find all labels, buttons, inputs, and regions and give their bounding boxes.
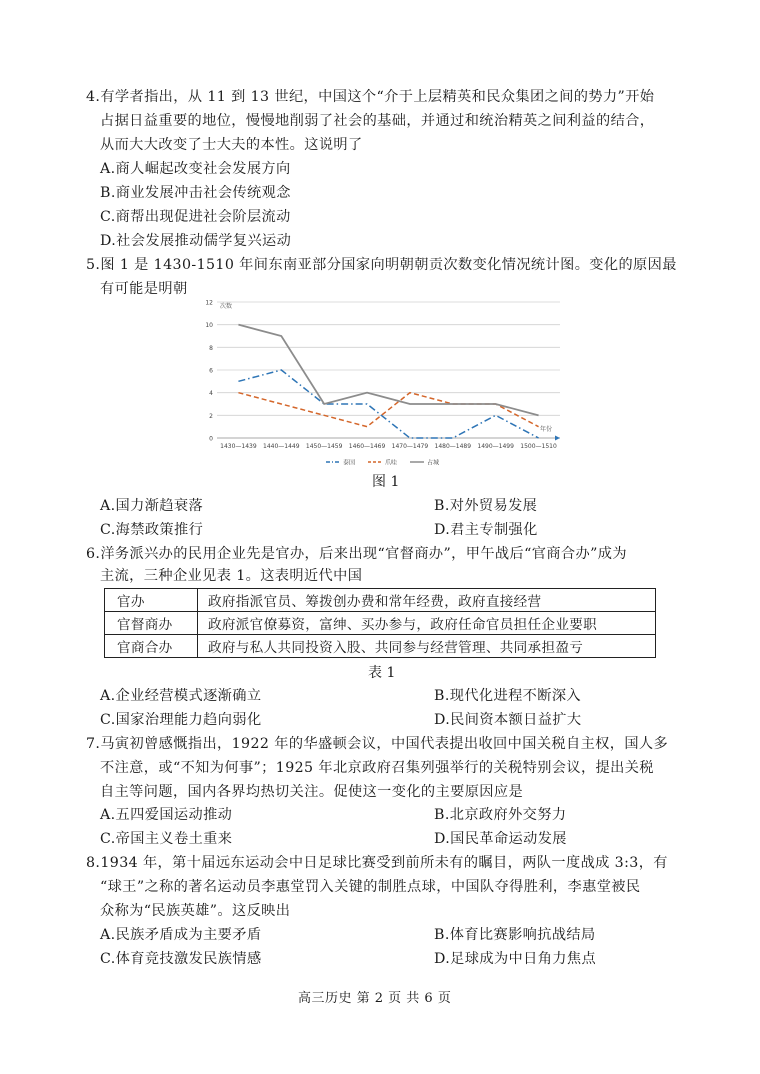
q4-option-b: B.商业发展冲击社会传统观念 bbox=[100, 185, 291, 201]
table-row bbox=[105, 589, 656, 612]
legend-label: 爪哇 bbox=[385, 459, 398, 467]
q4-stem-line-3: 从而大大改变了士大夫的本性。这说明了 bbox=[100, 137, 363, 153]
y-tick-label: 8 bbox=[209, 344, 213, 352]
x-tick-label: 1470—1479 bbox=[391, 443, 429, 450]
table-cell-desc: 政府指派官员、筹拨创办费和常年经费，政府直接经营 bbox=[198, 589, 656, 612]
q8-option-a: A.民族矛盾成为主要矛盾 bbox=[100, 927, 262, 943]
x-tick-label: 1440—1449 bbox=[263, 443, 300, 450]
q4-stem-line-2: 占据日益重要的地位，慢慢地削弱了社会的基础，并通过和统治精英之间利益的结合， bbox=[100, 113, 655, 129]
q8-option-c: C.体育竞技激发民族情感 bbox=[100, 951, 262, 967]
legend-label: 占城 bbox=[427, 459, 440, 467]
figure-1-caption: 图 1 bbox=[372, 474, 400, 490]
x-tick-label: 1460—1469 bbox=[348, 443, 386, 450]
q7-option-c: C.帝国主义卷土重来 bbox=[100, 831, 233, 847]
table-row bbox=[105, 635, 656, 658]
table-cell-type: 官督商办 bbox=[105, 612, 198, 635]
page-footer: 高三历史 第 2 页 共 6 页 bbox=[298, 991, 452, 1006]
q4-option-d: D.社会发展推动儒学复兴运动 bbox=[100, 233, 292, 249]
axis-annotation: 年份 bbox=[540, 426, 553, 433]
q6-stem-line-2: 主流，三种企业见表 1。这表明近代中国 bbox=[100, 568, 363, 584]
q5-stem-line-1: 5.图 1 是 1430-1510 年间东南亚部分国家向明朝朝贡次数变化情况统计图。变化的原因最 bbox=[86, 257, 677, 273]
q7-stem-line-1: 7.马寅初曾感慨指出，1922 年的华盛顿会议，中国代表提出收回中国关税自主权，国人多 bbox=[86, 736, 669, 752]
table-cell-desc: 政府与私人共同投资入股、共同参与经营管理、共同承担盈亏 bbox=[198, 635, 656, 658]
x-tick-label: 1490—1499 bbox=[477, 443, 514, 450]
y-tick-label: 4 bbox=[209, 390, 213, 398]
q8-stem-line-3: 众称为“民族英雄”。这反映出 bbox=[100, 903, 291, 919]
q4-option-c: C.商帮出现促进社会阶层流动 bbox=[100, 209, 291, 225]
q7-option-d: D.国民革命运动发展 bbox=[434, 831, 567, 847]
q8-option-b: B.体育比赛影响抗战结局 bbox=[434, 927, 596, 943]
q8-stem-line-2: “球王”之称的著名运动员李惠堂罚入关键的制胜点球，中国队夺得胜利，李惠堂被民 bbox=[100, 879, 641, 895]
table-1-caption: 表 1 bbox=[368, 665, 396, 681]
y-axis-label: 次数 bbox=[220, 303, 233, 310]
x-axis-arrow bbox=[555, 436, 560, 441]
q6-option-d: D.民间资本额日益扩大 bbox=[434, 712, 582, 728]
q4-stem-line-1: 4.有学者指出，从 11 到 13 世纪，中国这个“介于上层精英和民众集团之间的势力”开始 bbox=[86, 89, 655, 105]
q7-option-b: B.北京政府外交努力 bbox=[434, 807, 567, 823]
q5-stem-line-2: 有可能是明朝 bbox=[100, 281, 188, 297]
table-cell-desc: 政府派官僚募资，富绅、买办参与，政府任命官员担任企业要职 bbox=[198, 612, 656, 635]
y-tick-label: 10 bbox=[205, 322, 213, 330]
q7-option-a: A.五四爱国运动推动 bbox=[100, 807, 233, 823]
table-1 bbox=[104, 588, 656, 658]
q8-option-d: D.足球成为中日角力焦点 bbox=[434, 951, 597, 967]
x-tick-label: 1430—1439 bbox=[220, 443, 257, 450]
x-tick-label: 1450—1459 bbox=[305, 443, 343, 450]
legend-label: 泰国 bbox=[343, 459, 356, 467]
q6-option-b: B.现代化进程不断深入 bbox=[434, 688, 582, 704]
table-cell-type: 官办 bbox=[105, 589, 198, 612]
table-cell-type: 官商合办 bbox=[105, 635, 198, 658]
table-row bbox=[105, 612, 656, 635]
q6-option-a: A.企业经营模式逐渐确立 bbox=[100, 688, 262, 704]
q6-option-c: C.国家治理能力趋向弱化 bbox=[100, 712, 262, 728]
q6-stem-line-1: 6.洋务派兴办的民用企业先是官办，后来出现“官督商办”，甲午战后“官商合办”成为 bbox=[86, 546, 627, 562]
y-tick-label: 12 bbox=[205, 299, 213, 307]
q7-stem-line-2: 不注意，或“不知为何事”；1925 年北京政府召集列强举行的关税特别会议，提出关税 bbox=[100, 760, 654, 776]
q5-option-b: B.对外贸易发展 bbox=[434, 498, 538, 514]
y-tick-label: 6 bbox=[209, 367, 213, 375]
y-tick-label: 2 bbox=[209, 412, 213, 420]
q5-option-c: C.海禁政策推行 bbox=[100, 522, 204, 538]
q7-stem-line-3: 自主等问题，国内各界均热切关注。促使这一变化的主要原因应是 bbox=[100, 784, 524, 800]
q5-option-a: A.国力渐趋衰落 bbox=[100, 498, 204, 514]
x-tick-label: 1500—1510 bbox=[520, 443, 557, 450]
tribute-line-chart bbox=[196, 293, 570, 471]
y-tick-label: 0 bbox=[209, 435, 213, 443]
x-tick-label: 1480—1489 bbox=[434, 443, 472, 450]
q4-option-a: A.商人崛起改变社会发展方向 bbox=[100, 161, 291, 177]
q5-option-d: D.君主专制强化 bbox=[434, 522, 538, 538]
q8-stem-line-1: 8.1934 年，第十届远东运动会中日足球比赛受到前所未有的瞩目，两队一度战成 3:3，有 bbox=[86, 855, 668, 871]
